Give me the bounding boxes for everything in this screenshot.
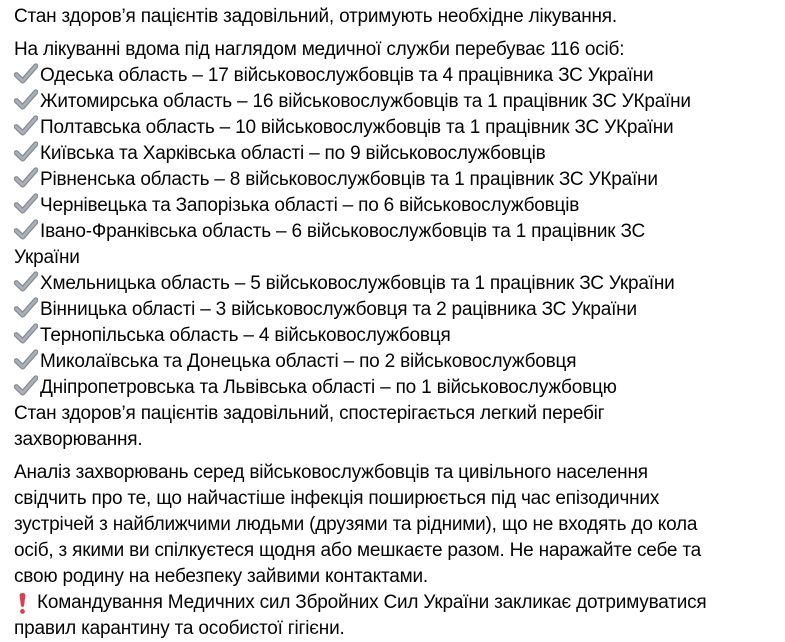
- post-line: [14, 401, 769, 427]
- post-paragraph: [14, 460, 769, 642]
- post-line-text: осіб, з якими ви спілкуєтеся щодня або мешкаєте разом. Не наражайте себе та: [14, 540, 702, 561]
- post-line: [14, 115, 769, 141]
- post-line: [14, 219, 769, 245]
- post-line: [14, 616, 769, 642]
- post-line-text: захворювання.: [14, 429, 143, 450]
- post-line: [14, 63, 769, 89]
- post-line-text: На лікуванні вдома під наглядом медичної служби перебуває 116 осіб:: [14, 39, 625, 60]
- post-line-text: Хмельницька область – 5 військовослужбовців та 1 працівник ЗС України: [40, 273, 675, 294]
- post-line-text: зустрічей з найближчими людьми (друзями та рідними), що не входять до кола: [14, 514, 698, 535]
- post-line: [14, 460, 769, 486]
- post-line: [14, 4, 769, 30]
- post-line-text: Стан здоров’я пацієнтів задовільний, спостерігається легкий перебіг: [14, 403, 605, 424]
- post-line-text: Полтавська область – 10 військовослужбовців та 1 працівник ЗС УКраїни: [40, 117, 674, 138]
- post-line-text: Рівненська область – 8 військовослужбовців та 1 працівник ЗС УКраїни: [40, 169, 658, 190]
- post-line: [14, 167, 769, 193]
- post-line: [14, 375, 769, 401]
- post-line: [14, 427, 769, 453]
- post-line: [14, 297, 769, 323]
- post-line-text: свою родину на небезпеку зайвими контактами.: [14, 566, 428, 587]
- post-line-text: Аналіз захворювань серед військовослужбовців та цивільного населення: [14, 462, 648, 483]
- post-paragraph: [14, 37, 769, 453]
- post-line: [14, 271, 769, 297]
- post-line: [14, 37, 769, 63]
- post-line: [14, 512, 769, 538]
- post-line-text: Житомирська область – 16 військовослужбовців та 1 працівник ЗС УКраїни: [40, 91, 691, 112]
- post-line: [14, 245, 769, 271]
- post-line-text: Івано-Франківська область – 6 військовослужбовців та 1 працівник ЗС: [40, 221, 646, 242]
- post-line-text: України: [14, 247, 80, 268]
- post-line: [14, 486, 769, 512]
- post-line: [14, 141, 769, 167]
- post-line: [14, 564, 769, 590]
- post-line-text: Дніпропетровська та Львівська області – по 1 військовослужбовцю: [40, 377, 617, 398]
- post-line: [14, 323, 769, 349]
- post-line-text: свідчить про те, що найчастіше інфекція поширюється під час епізодичних: [14, 488, 660, 509]
- post-line-text: правил карантину та особистої гігієни.: [14, 618, 345, 639]
- post-line-text: Вінницька області – 3 військовослужбовця та 2 рацівника ЗС України: [40, 299, 637, 320]
- post-line-text: Тернопільська область – 4 військовослужбовця: [40, 325, 451, 346]
- post-line-text: Стан здоров’я пацієнтів задовільний, отримують необхідне лікування.: [14, 6, 617, 27]
- post-line-text: Київська та Харківська області – по 9 військовослужбовців: [40, 143, 546, 164]
- post-line: [14, 538, 769, 564]
- post-line: [14, 193, 769, 219]
- post-line: [14, 89, 769, 115]
- post-line: [14, 349, 769, 375]
- post-line-text: Одеська область – 17 військовослужбовців та 4 працівника ЗС України: [40, 65, 654, 86]
- post-line-text: Чернівецька та Запорізька області – по 6 військовослужбовців: [40, 195, 580, 216]
- post-line-text: Миколаївська та Донецька області – по 2 військовослужбовця: [40, 351, 577, 372]
- post-paragraph: [14, 4, 769, 30]
- post-line: [14, 590, 769, 616]
- post-line-text: Командування Медичних сил Збройних Сил України закликає дотримуватися: [37, 592, 707, 613]
